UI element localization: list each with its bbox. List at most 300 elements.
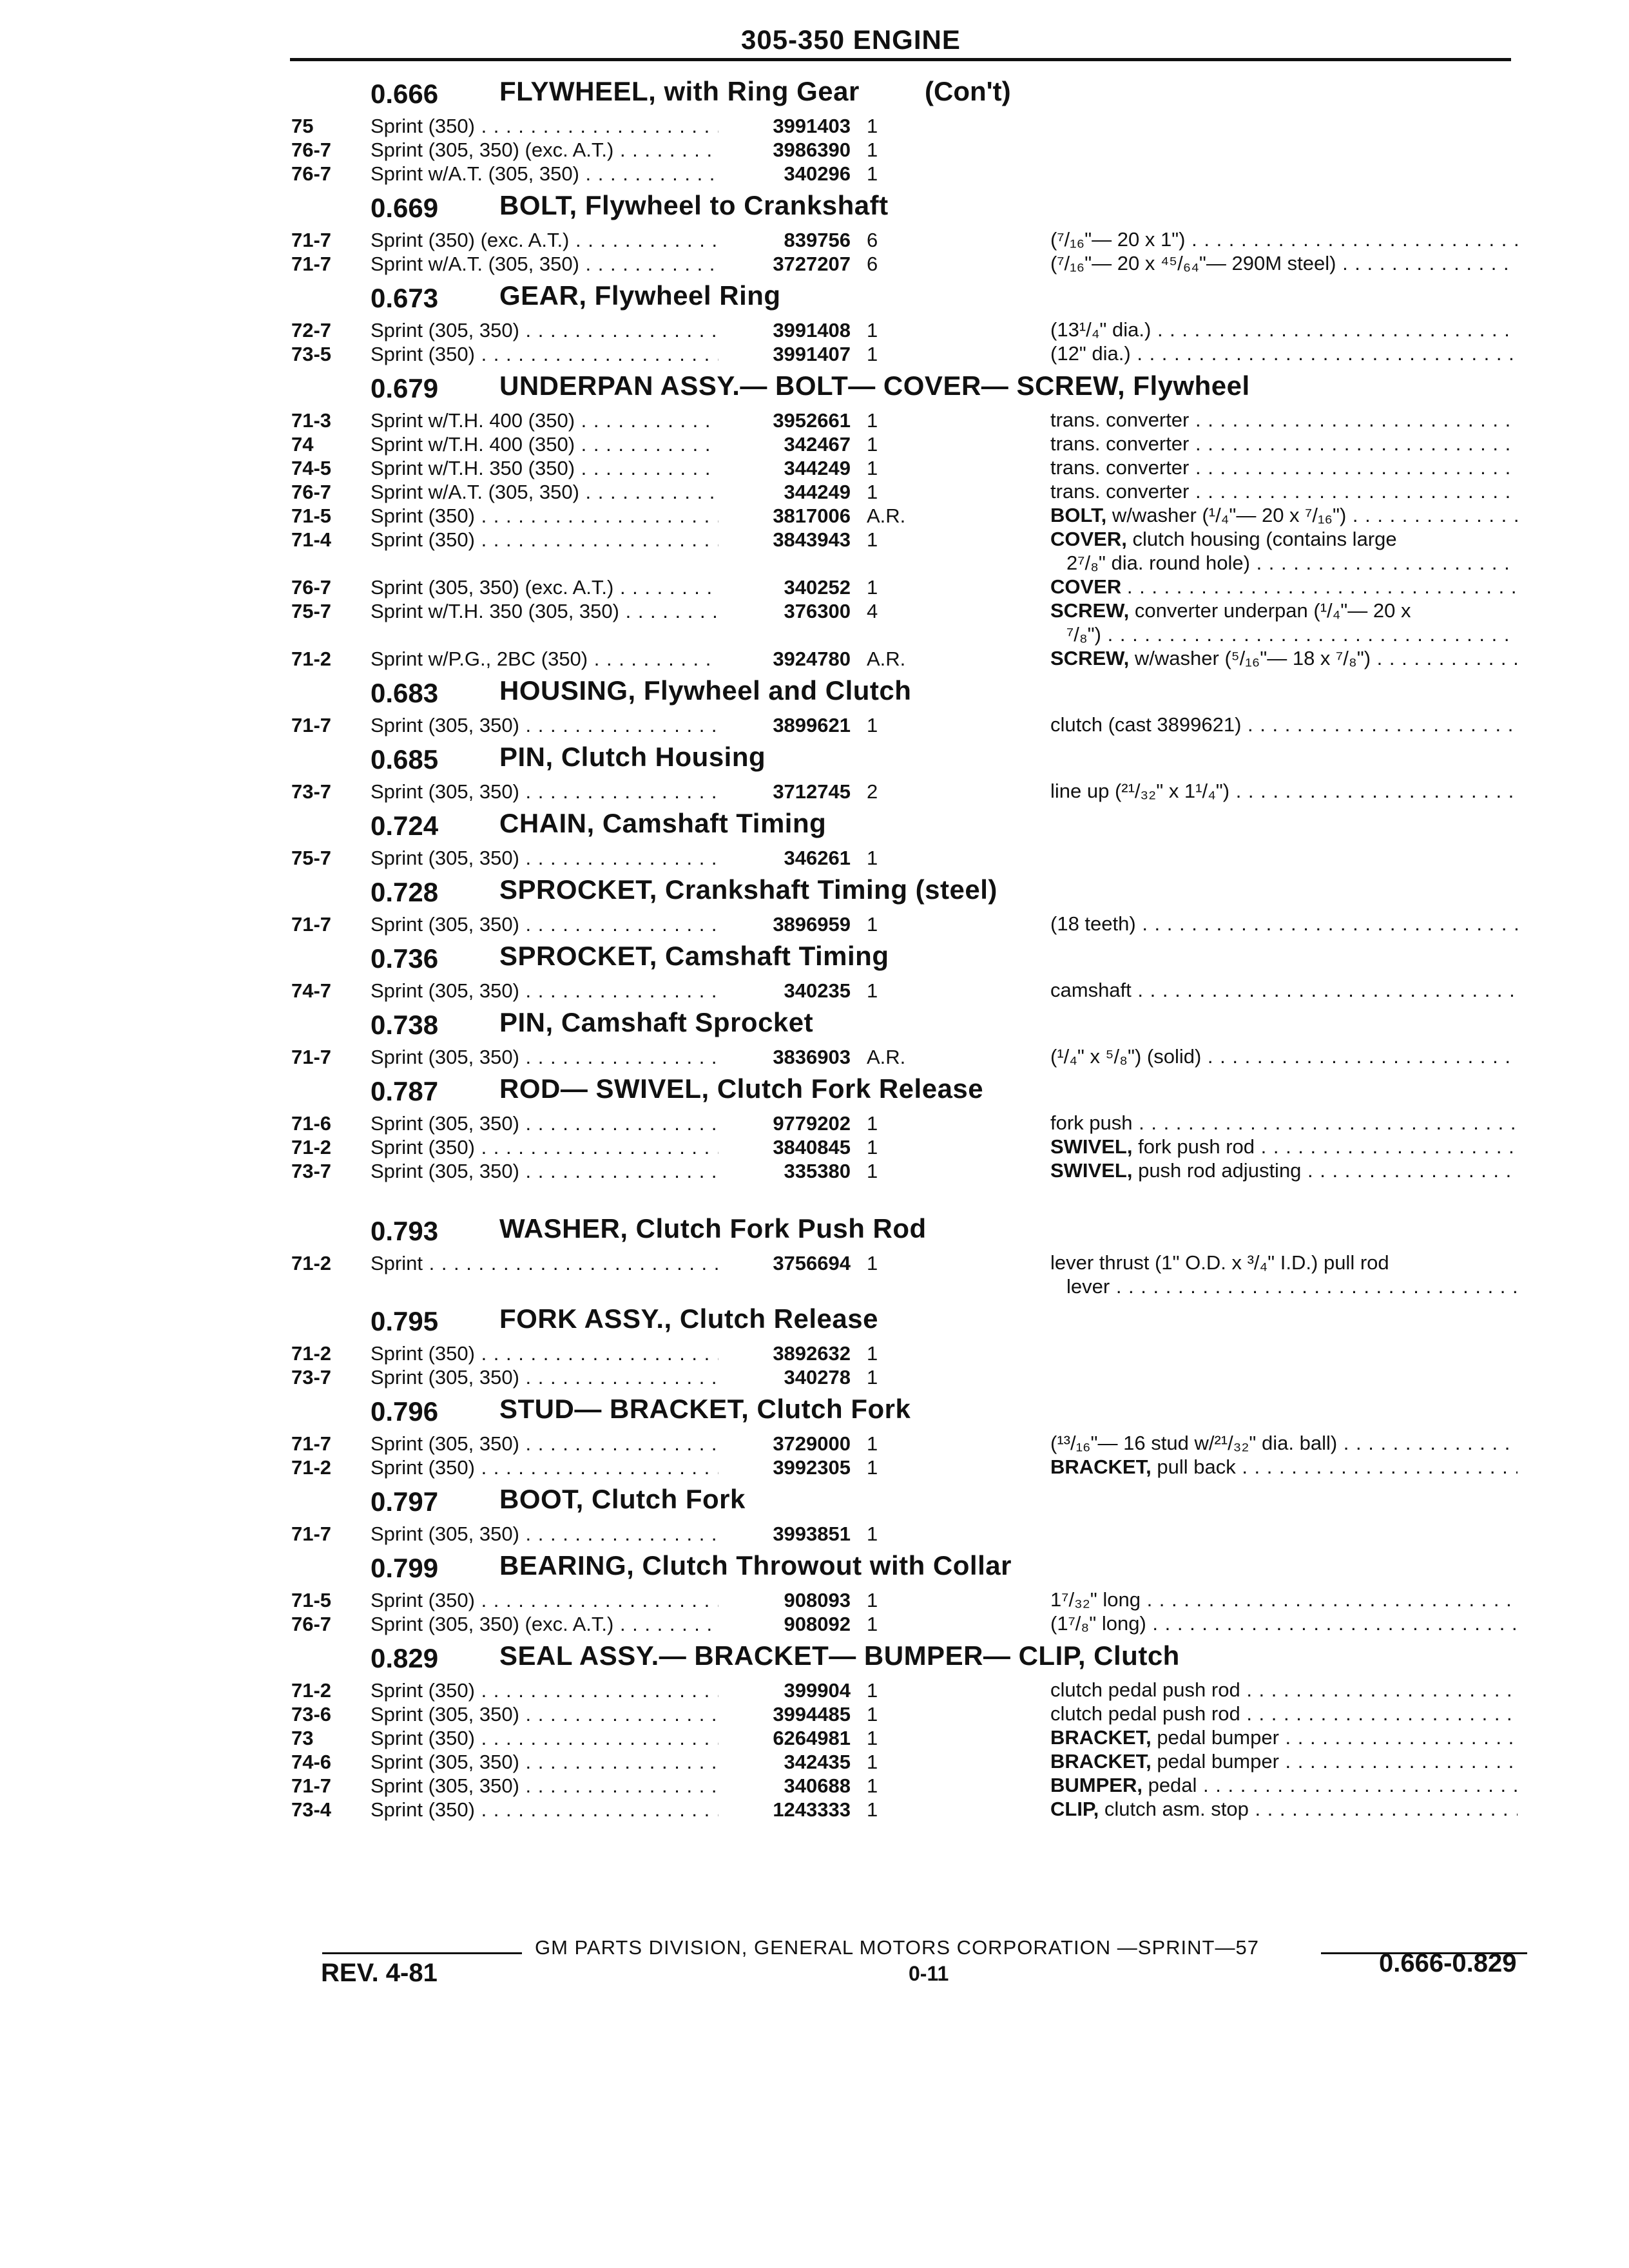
part-ref: 71-7	[291, 913, 332, 936]
parts-section	[0, 1068, 1629, 1208]
part-row	[0, 432, 1629, 456]
part-ref: 71-7	[291, 229, 332, 251]
part-ref: 73-7	[291, 780, 332, 803]
part-qty: 1	[867, 481, 878, 503]
section-title	[0, 736, 1629, 779]
part-qty: 1	[867, 457, 878, 479]
part-qty: A.R.	[867, 505, 906, 527]
section-title	[0, 275, 1629, 318]
part-row	[0, 1773, 1629, 1797]
part-ref: 76-7	[291, 481, 332, 503]
part-model: Sprint (305, 350) . . .	[371, 1703, 718, 1726]
part-description	[1050, 1797, 1518, 1821]
description-line	[1050, 456, 1518, 479]
part-model: Sprint (350) . . .	[371, 1342, 718, 1365]
part-row	[0, 1611, 1629, 1635]
part-number: 3991407	[773, 343, 851, 365]
section-name: STUD— BRACKET, Clutch Fork	[499, 1394, 911, 1424]
part-number: 1243333	[773, 1798, 851, 1821]
description-line	[1050, 1158, 1518, 1182]
part-model: Sprint (350) . . .	[371, 1589, 718, 1612]
description-line	[1050, 599, 1518, 622]
part-model: Sprint (350) . . .	[371, 343, 718, 366]
part-qty: 1	[867, 913, 878, 936]
description-line	[1050, 1678, 1518, 1702]
section-name: WASHER, Clutch Fork Push Rod	[499, 1213, 927, 1244]
part-row	[0, 1797, 1629, 1821]
description-text: trans. converter	[1050, 408, 1190, 431]
part-model: Sprint (350) . . .	[371, 1136, 718, 1159]
part-row	[0, 1341, 1629, 1365]
section-name: CHAIN, Camshaft Timing	[499, 808, 827, 838]
part-qty: 1	[867, 343, 878, 365]
part-qty: 4	[867, 600, 878, 622]
part-qty: 1	[867, 1613, 878, 1635]
part-description	[1050, 1135, 1518, 1158]
section-number: 0.728	[371, 877, 439, 907]
part-row	[0, 1521, 1629, 1545]
section-number: 0.796	[371, 1396, 439, 1427]
part-ref: 76-7	[291, 1613, 332, 1635]
part-model: Sprint (305, 350) (exc. A.T.) . . .	[371, 1613, 718, 1636]
description-line	[1050, 408, 1518, 432]
part-description	[1050, 1158, 1518, 1182]
description-line	[1050, 1702, 1518, 1725]
part-ref: 73-4	[291, 1798, 332, 1821]
section-name: PIN, Camshaft Sprocket	[499, 1007, 814, 1037]
part-qty: 1	[867, 1523, 878, 1545]
section-name: FORK ASSY., Clutch Release	[499, 1303, 878, 1334]
part-ref: 71-6	[291, 1112, 332, 1135]
part-model: Sprint (350) . . .	[371, 1727, 718, 1750]
part-qty: 1	[867, 847, 878, 869]
description-line	[1050, 227, 1518, 251]
part-row	[0, 845, 1629, 869]
footer-revision: REV. 4-81	[321, 1959, 438, 1987]
part-number: 340688	[784, 1774, 851, 1797]
description-text: (1⁷/₈" long)	[1050, 1612, 1146, 1635]
part-model: Sprint (305, 350) (exc. A.T.) . . .	[371, 139, 718, 162]
description-text: (18 teeth)	[1050, 912, 1136, 935]
description-line	[1050, 1431, 1518, 1455]
part-number: 340252	[784, 576, 851, 599]
part-row	[0, 341, 1629, 365]
part-ref: 71-7	[291, 714, 332, 736]
part-row	[0, 479, 1629, 503]
section-number: 0.738	[371, 1010, 439, 1040]
parts-section	[0, 1635, 1629, 1821]
part-ref: 73	[291, 1727, 314, 1749]
parts-sections	[0, 71, 1629, 1821]
section-number: 0.799	[371, 1553, 439, 1583]
part-ref: 75-7	[291, 847, 332, 869]
description-line	[1050, 1611, 1518, 1635]
part-number: 3986390	[773, 139, 851, 161]
part-number: 376300	[784, 600, 851, 622]
parts-section	[0, 1389, 1629, 1479]
part-qty: 1	[867, 1774, 878, 1797]
description-text: clutch asm. stop	[1104, 1798, 1249, 1820]
part-number: 344249	[784, 481, 851, 503]
parts-section	[0, 1545, 1629, 1635]
part-ref: 71-7	[291, 1523, 332, 1545]
part-description	[1050, 503, 1518, 527]
part-row	[0, 1135, 1629, 1158]
part-description	[1050, 912, 1518, 936]
part-qty: 6	[867, 253, 878, 275]
parts-section	[0, 736, 1629, 803]
part-qty: 1	[867, 528, 878, 551]
footer-section-range: 0.666-0.829	[1379, 1949, 1517, 1977]
description-keyword: CLIP,	[1050, 1798, 1099, 1820]
part-ref: 73-6	[291, 1703, 332, 1725]
part-ref: 72-7	[291, 319, 332, 341]
section-number: 0.795	[371, 1306, 439, 1336]
part-description	[1050, 341, 1518, 365]
part-model: Sprint (305, 350) . . .	[371, 1366, 718, 1389]
part-number: 908093	[784, 1589, 851, 1611]
part-description	[1050, 1773, 1518, 1797]
part-number: 340235	[784, 979, 851, 1002]
part-row	[0, 1044, 1629, 1068]
part-ref: 71-7	[291, 1774, 332, 1797]
section-title	[0, 1208, 1629, 1251]
part-row	[0, 1251, 1629, 1298]
description-keyword: SCREW,	[1050, 647, 1130, 669]
description-line	[1050, 779, 1518, 803]
part-description	[1050, 575, 1518, 599]
part-number: 399904	[784, 1679, 851, 1702]
part-qty: 1	[867, 1366, 878, 1389]
part-qty: 1	[867, 1136, 878, 1158]
part-number: 3899621	[773, 714, 851, 736]
description-keyword: SCREW,	[1050, 599, 1130, 622]
part-ref: 71-2	[291, 1252, 332, 1274]
description-text: (¹/₄" x ⁵/₈") (solid)	[1050, 1045, 1202, 1068]
part-row	[0, 456, 1629, 479]
part-ref: 71-3	[291, 409, 332, 432]
description-continuation: lever . . .	[1050, 1274, 1518, 1298]
section-title	[0, 1635, 1629, 1678]
part-model: Sprint w/T.H. 400 (350) . . .	[371, 433, 718, 456]
part-number: 9779202	[773, 1112, 851, 1135]
part-qty: 1	[867, 319, 878, 341]
section-title	[0, 1002, 1629, 1044]
part-ref: 71-7	[291, 1432, 332, 1455]
description-text: camshaft	[1050, 979, 1132, 1001]
description-text: line up (²¹/₃₂" x 1¹/₄")	[1050, 780, 1230, 802]
part-qty: 1	[867, 714, 878, 736]
description-text: push rod adjusting	[1138, 1159, 1302, 1182]
section-number: 0.797	[371, 1486, 439, 1517]
part-number: 3756694	[773, 1252, 851, 1274]
description-line	[1050, 912, 1518, 936]
part-ref: 73-5	[291, 343, 332, 365]
section-title	[0, 869, 1629, 912]
part-model: Sprint (305, 350) . . .	[371, 319, 718, 342]
part-model: Sprint (305, 350) . . .	[371, 979, 718, 1003]
part-ref: 71-5	[291, 1589, 332, 1611]
description-line	[1050, 1111, 1518, 1135]
part-description	[1050, 408, 1518, 432]
description-line	[1050, 251, 1518, 275]
part-row	[0, 318, 1629, 341]
part-description	[1050, 318, 1518, 341]
part-number: 3952661	[773, 409, 851, 432]
section-name: FLYWHEEL, with Ring Gear	[499, 76, 860, 106]
description-keyword: SWIVEL,	[1050, 1135, 1133, 1158]
part-description	[1050, 646, 1518, 670]
part-number: 3712745	[773, 780, 851, 803]
part-qty: 1	[867, 1160, 878, 1182]
part-qty: 1	[867, 433, 878, 456]
part-ref: 74-7	[291, 979, 332, 1002]
description-keyword: COVER	[1050, 575, 1122, 598]
description-line	[1050, 1455, 1518, 1479]
part-number: 3843943	[773, 528, 851, 551]
description-line	[1050, 713, 1518, 736]
section-number: 0.666	[371, 79, 439, 109]
section-number: 0.793	[371, 1216, 439, 1246]
parts-section	[0, 275, 1629, 365]
description-text: clutch housing (contains large	[1132, 528, 1397, 550]
part-ref: 76-7	[291, 139, 332, 161]
part-model: Sprint (350) . . .	[371, 528, 718, 552]
part-model: Sprint (350) . . .	[371, 1798, 718, 1821]
part-qty: 1	[867, 1751, 878, 1773]
section-number: 0.673	[371, 283, 439, 313]
part-qty: A.R.	[867, 1046, 906, 1068]
section-title	[0, 1298, 1629, 1341]
part-description	[1050, 1702, 1518, 1725]
part-model: Sprint (305, 350) . . .	[371, 1751, 718, 1774]
description-text: (⁷/₁₆"— 20 x ⁴⁵/₆₄"— 290M steel)	[1050, 252, 1336, 274]
description-text: pedal	[1148, 1774, 1197, 1796]
description-keyword: BRACKET,	[1050, 1726, 1152, 1749]
parts-section	[0, 1298, 1629, 1389]
part-row	[0, 646, 1629, 670]
part-model: Sprint (305, 350) . . .	[371, 1112, 718, 1135]
part-description	[1050, 527, 1518, 575]
part-row	[0, 408, 1629, 432]
part-row	[0, 1725, 1629, 1749]
parts-section	[0, 71, 1629, 185]
part-ref: 74-5	[291, 457, 332, 479]
part-ref: 73-7	[291, 1160, 332, 1182]
part-description	[1050, 1251, 1518, 1298]
part-row	[0, 978, 1629, 1002]
description-text: (⁷/₁₆"— 20 x 1")	[1050, 228, 1186, 251]
part-number: 3836903	[773, 1046, 851, 1068]
part-number: 340296	[784, 162, 851, 185]
part-row	[0, 227, 1629, 251]
description-text: (¹³/₁₆"— 16 stud w/²¹/₃₂" dia. ball)	[1050, 1432, 1338, 1454]
part-number: 3924780	[773, 648, 851, 670]
description-text: trans. converter	[1050, 480, 1190, 503]
part-model: Sprint (305, 350) . . .	[371, 1774, 718, 1798]
part-row	[0, 113, 1629, 137]
parts-section	[0, 185, 1629, 275]
description-keyword: BRACKET,	[1050, 1456, 1152, 1478]
section-name: ROD— SWIVEL, Clutch Fork Release	[499, 1073, 984, 1104]
part-row	[0, 779, 1629, 803]
part-ref: 75-7	[291, 600, 332, 622]
part-row	[0, 1158, 1629, 1182]
description-line	[1050, 1773, 1518, 1797]
part-qty: 1	[867, 1112, 878, 1135]
part-row	[0, 137, 1629, 161]
part-row	[0, 161, 1629, 185]
part-number: 344249	[784, 457, 851, 479]
part-ref: 71-2	[291, 648, 332, 670]
part-model: Sprint (305, 350) . . .	[371, 913, 718, 936]
part-row	[0, 713, 1629, 736]
description-text: pedal bumper	[1157, 1726, 1279, 1749]
section-title	[0, 185, 1629, 227]
header-rule	[290, 58, 1511, 61]
parts-section	[0, 670, 1629, 736]
section-name: PIN, Clutch Housing	[499, 742, 766, 772]
section-number: 0.685	[371, 744, 439, 774]
part-row	[0, 1111, 1629, 1135]
part-description	[1050, 1455, 1518, 1479]
footer-publisher: GM PARTS DIVISION, GENERAL MOTORS CORPORATION —SPRINT—57	[535, 1936, 1259, 1959]
part-qty: 1	[867, 1798, 878, 1821]
part-model: Sprint w/A.T. (305, 350) . . .	[371, 481, 718, 504]
section-title	[0, 670, 1629, 713]
description-keyword: COVER,	[1050, 528, 1127, 550]
section-title	[0, 1068, 1629, 1111]
part-description	[1050, 1431, 1518, 1455]
section-name: UNDERPAN ASSY.— BOLT— COVER— SCREW, Flywheel	[499, 370, 1250, 401]
section-title	[0, 365, 1629, 408]
parts-section	[0, 1002, 1629, 1068]
part-ref: 76-7	[291, 162, 332, 185]
part-ref: 71-2	[291, 1679, 332, 1702]
part-model: Sprint (350) . . .	[371, 1456, 718, 1479]
part-qty: 1	[867, 576, 878, 599]
part-model: Sprint (305, 350) . . .	[371, 1046, 718, 1069]
part-ref: 75	[291, 115, 314, 137]
section-title	[0, 1389, 1629, 1431]
part-description	[1050, 1588, 1518, 1611]
description-line	[1050, 503, 1518, 527]
part-ref: 73-7	[291, 1366, 332, 1389]
part-ref: 71-7	[291, 253, 332, 275]
part-qty: 1	[867, 1727, 878, 1749]
section-number: 0.829	[371, 1643, 439, 1673]
section-title	[0, 71, 1629, 113]
part-ref: 71-2	[291, 1342, 332, 1365]
part-row	[0, 575, 1629, 599]
section-title	[0, 936, 1629, 978]
part-row	[0, 527, 1629, 575]
part-model: Sprint w/P.G., 2BC (350) . . .	[371, 648, 718, 671]
part-qty: A.R.	[867, 648, 906, 670]
description-text: (12" dia.)	[1050, 342, 1131, 365]
part-qty: 2	[867, 780, 878, 803]
part-qty: 1	[867, 1703, 878, 1725]
section-number: 0.669	[371, 193, 439, 223]
part-model: Sprint (305, 350) . . .	[371, 847, 718, 870]
description-text: clutch pedal push rod	[1050, 1702, 1240, 1725]
part-qty: 1	[867, 979, 878, 1002]
part-description	[1050, 978, 1518, 1002]
part-row	[0, 251, 1629, 275]
description-text: w/washer (¹/₄"— 20 x ⁷/₁₆")	[1112, 504, 1347, 526]
part-description	[1050, 1749, 1518, 1773]
part-qty: 1	[867, 1679, 878, 1702]
part-qty: 1	[867, 1456, 878, 1479]
section-continued-note: (Con't)	[925, 76, 1011, 106]
section-name: HOUSING, Flywheel and Clutch	[499, 675, 912, 706]
part-number: 3817006	[773, 505, 851, 527]
part-qty: 1	[867, 1589, 878, 1611]
part-number: 3991403	[773, 115, 851, 137]
description-line	[1050, 432, 1518, 456]
part-number: 3992305	[773, 1456, 851, 1479]
parts-section	[0, 869, 1629, 936]
part-number: 6264981	[773, 1727, 851, 1749]
part-number: 3993851	[773, 1523, 851, 1545]
part-model: Sprint . . .	[371, 1252, 718, 1275]
part-ref: 71-2	[291, 1136, 332, 1158]
part-model: Sprint w/A.T. (305, 350) . . .	[371, 253, 718, 276]
description-text: w/washer (⁵/₁₆"— 18 x ⁷/₈")	[1134, 647, 1371, 669]
part-number: 3896959	[773, 913, 851, 936]
part-description	[1050, 599, 1518, 646]
section-spacer	[0, 1182, 1629, 1208]
page-header-title: 305-350 ENGINE	[741, 24, 961, 55]
part-model: Sprint (305, 350) . . .	[371, 780, 718, 803]
part-description	[1050, 713, 1518, 736]
part-description	[1050, 432, 1518, 456]
part-qty: 1	[867, 139, 878, 161]
description-line	[1050, 527, 1518, 551]
description-text: (13¹/₄" dia.)	[1050, 318, 1152, 341]
description-text: fork push rod	[1138, 1135, 1255, 1158]
section-name: SEAL ASSY.— BRACKET— BUMPER— CLIP, Clutch	[499, 1640, 1180, 1671]
description-keyword: BRACKET,	[1050, 1750, 1152, 1773]
section-number: 0.724	[371, 811, 439, 841]
part-model: Sprint (350) . . .	[371, 115, 718, 138]
part-row	[0, 1365, 1629, 1389]
part-number: 342467	[784, 433, 851, 456]
description-continuation: ⁷/₈") . . .	[1050, 622, 1518, 646]
part-description	[1050, 227, 1518, 251]
description-text: 1⁷/₃₂" long	[1050, 1588, 1141, 1611]
part-model: Sprint (305, 350) . . .	[371, 714, 718, 737]
description-line	[1050, 575, 1518, 599]
part-row	[0, 912, 1629, 936]
part-number: 346261	[784, 847, 851, 869]
parts-section	[0, 365, 1629, 670]
description-text: trans. converter	[1050, 456, 1190, 479]
section-number: 0.787	[371, 1076, 439, 1106]
part-row	[0, 1455, 1629, 1479]
part-model: Sprint w/A.T. (305, 350) . . .	[371, 162, 718, 186]
description-line	[1050, 1797, 1518, 1821]
part-model: Sprint (305, 350) . . .	[371, 1432, 718, 1456]
section-number: 0.683	[371, 678, 439, 708]
part-row	[0, 1749, 1629, 1773]
part-model: Sprint w/T.H. 350 (350) . . .	[371, 457, 718, 480]
part-model: Sprint (305, 350) (exc. A.T.) . . .	[371, 576, 718, 599]
part-number: 3991408	[773, 319, 851, 341]
footer-page-number: 0-11	[909, 1962, 949, 1985]
section-name: BOOT, Clutch Fork	[499, 1484, 746, 1514]
part-description	[1050, 779, 1518, 803]
